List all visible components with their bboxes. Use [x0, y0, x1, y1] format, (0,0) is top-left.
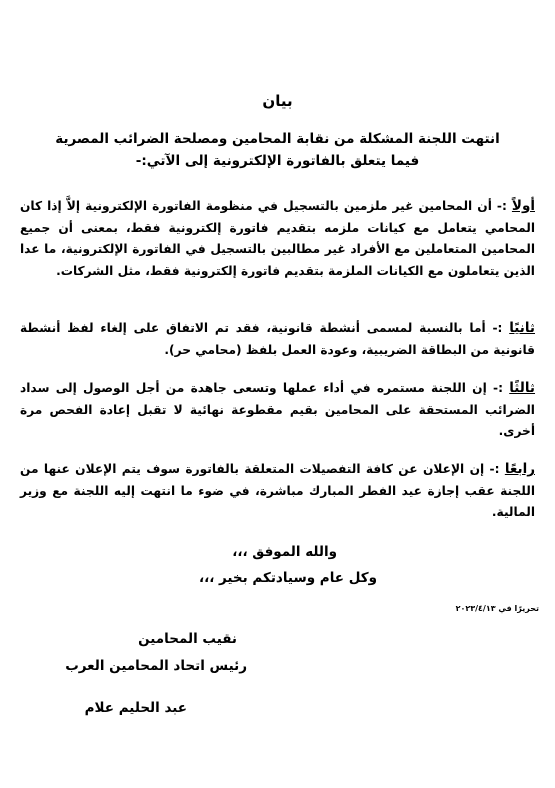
- point-text: إن الإعلان عن كافة التفصيلات المتعلقة بالفاتورة سوف يتم الإعلان عنها من اللجنة عقب إجازة عيد الفطر المبارك مباشرة، في ضوء ما انتهت إليه اللجنة مع وزير المالية.: [20, 462, 535, 519]
- point-lead: رابعًا: [504, 461, 535, 477]
- point-separator: :-: [484, 462, 505, 476]
- point-second: [20, 318, 535, 361]
- point-lead: ثانيًا: [509, 320, 535, 336]
- point-fourth: [20, 459, 535, 524]
- point-separator: :-: [485, 321, 510, 335]
- document-title: بيان: [262, 92, 293, 110]
- subtitle-line-2: فيما يتعلق بالفاتورة الإلكترونية إلى الآتي:-: [135, 153, 420, 169]
- date-line: تحريرًا في ٢٠٢٣/٤/١٣: [455, 604, 539, 613]
- signature-name: عبد الحليم علام: [84, 700, 187, 716]
- signature-role: نقيب المحامين: [138, 631, 237, 647]
- point-lead: أولاً: [511, 198, 535, 214]
- point-text: أن المحامين غير ملزمين بالتسجيل في منظومة الفاتورة الإلكترونية إلاَّ إذا كان المحامي يتعامل مع كيانات ملزمه بتقديم فاتورة إلكترونية فقط، بمعنى أن جميع المحامين المتعاملين مع الأفراد غير مطالبين بالتسجيل في الفاتورة الإلكترونية، ما عدا الذين يتعاملون مع الكيانات الملزمة بتقديم فاتورة إلكترونية فقط، مثل الشركات.: [20, 199, 535, 278]
- point-first: [20, 196, 535, 282]
- point-third: [20, 378, 535, 443]
- subtitle-line-1: انتهت اللجنة المشكلة من نقابة المحامين ومصلحة الضرائب المصرية: [55, 131, 500, 147]
- document-subtitle: [0, 128, 555, 172]
- point-lead: ثالثًا: [509, 380, 536, 396]
- point-text: أما بالنسبة لمسمى أنشطة قانونية، فقد تم الاتفاق على إلغاء لفظ أنشطة قانونية من البطاقة الضريبية، وعودة العمل بلفظ (محامي حر).: [20, 321, 535, 357]
- closing-line-2: وكل عام وسيادتكم بخير ،،،: [198, 570, 377, 586]
- point-separator: :-: [491, 199, 512, 213]
- signature-title: رئيس اتحاد المحامين العرب: [65, 658, 247, 674]
- point-text: إن اللجنة مستمره في أداء عملها وتسعى جاهدة من أجل الوصول إلى سداد الضرائب المستحقة على المحامين بقيم مقطوعة نهائية لا تقبل إعادة الفحص مرة أخرى.: [20, 381, 535, 438]
- point-separator: :-: [486, 381, 510, 395]
- closing-line-1: والله الموفق ،،،: [232, 544, 337, 560]
